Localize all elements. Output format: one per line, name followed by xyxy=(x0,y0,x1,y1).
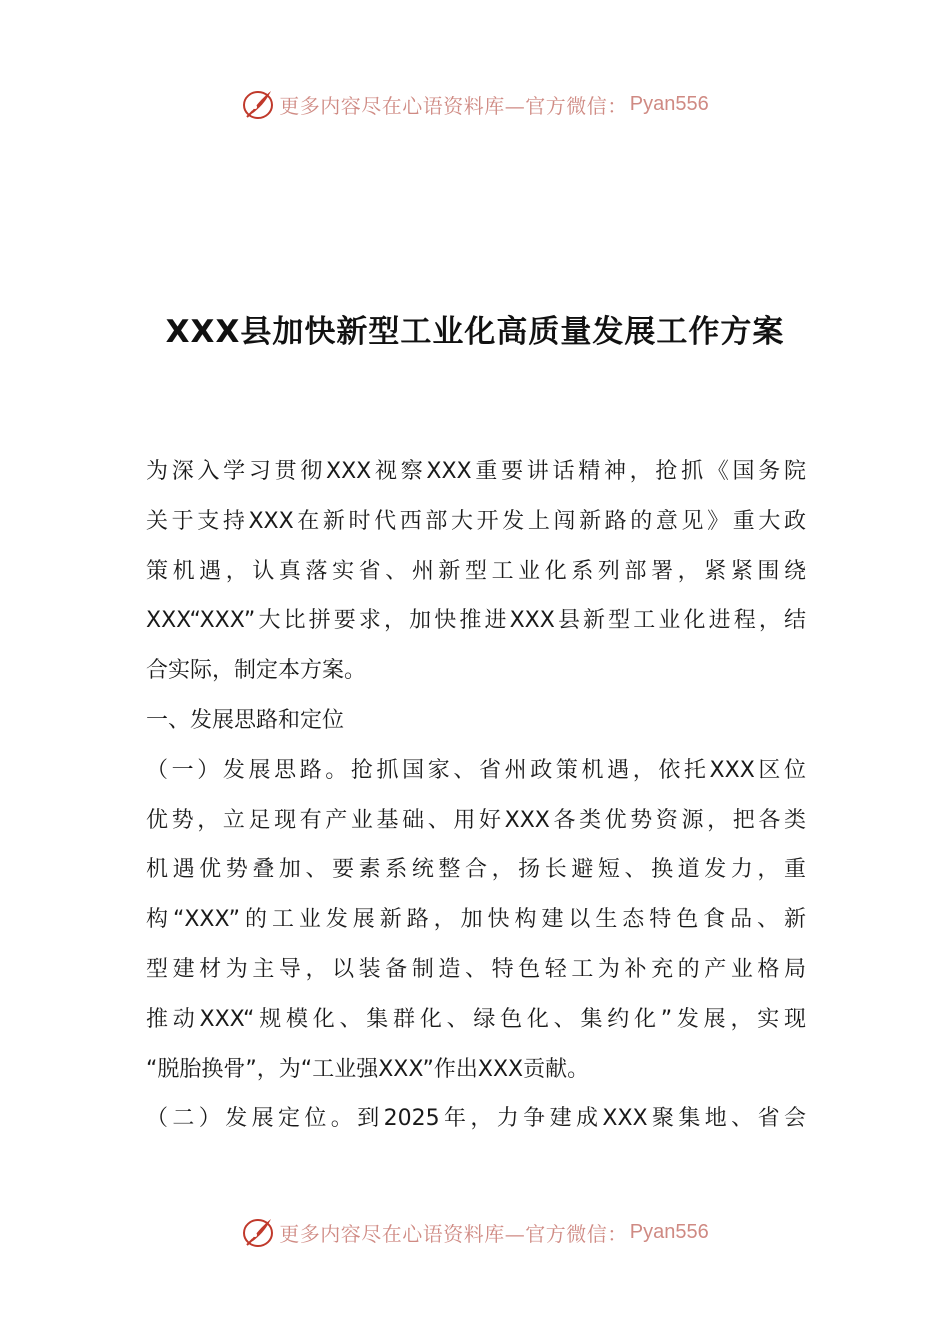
quill-logo-icon xyxy=(241,1215,275,1249)
quill-logo-icon xyxy=(241,87,275,121)
body-line: 推动XXX“规模化、集群化、绿色化、集约化”发展，实现 xyxy=(146,1006,806,1032)
body-line: 合实际，制定本方案。 xyxy=(146,658,367,684)
watermark-wechat-id: Pyan556 xyxy=(629,92,709,115)
body-line: 优势，立足现有产业基础、用好XXX各类优势资源，把各类 xyxy=(146,807,806,833)
body-line: 关于支持XXX在新时代西部大开发上闯新路的意见》重大政 xyxy=(146,508,806,534)
body-line: 机遇优势叠加、要素系统整合，扬长避短、换道发力，重 xyxy=(146,857,806,883)
body-line: XXX“XXX”大比拼要求，加快推进XXX县新型工业化进程，结 xyxy=(146,608,806,634)
body-line: “脱胎换骨”，为“工业强XXX”作出XXX贡献。 xyxy=(146,1056,590,1082)
document-body xyxy=(146,447,806,1144)
body-line: 构“XXX”的工业发展新路，加快构建以生态特色食品、新 xyxy=(146,907,806,933)
body-line: （二）发展定位。到2025年，力争建成XXX聚集地、省会 xyxy=(146,1106,806,1132)
body-line: 型建材为主导，以装备制造、特色轻工为补充的产业格局 xyxy=(146,956,806,982)
body-line: 为深入学习贯彻XXX视察XXX重要讲话精神，抢抓《国务院 xyxy=(146,459,806,484)
section-heading: 一、发展思路和定位 xyxy=(146,707,345,733)
body-line: 策机遇，认真落实省、州新型工业化系列部署，紧紧围绕 xyxy=(146,558,806,584)
watermark-wechat-id: Pyan556 xyxy=(629,1220,709,1243)
footer-watermark xyxy=(0,1212,950,1252)
watermark-text: 更多内容尽在心语资料库—官方微信： xyxy=(279,1221,628,1246)
watermark-text: 更多内容尽在心语资料库—官方微信： xyxy=(279,93,628,118)
body-line: （一）发展思路。抢抓国家、省州政策机遇，依托XXX区位 xyxy=(146,757,806,783)
document-title: XXX县加快新型工业化高质量发展工作方案 xyxy=(165,314,785,350)
header-watermark xyxy=(0,84,950,124)
